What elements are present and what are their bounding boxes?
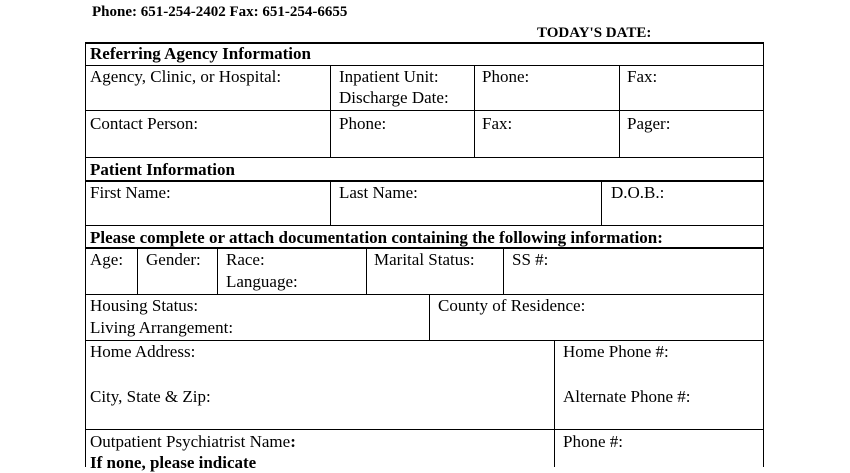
home-phone-field[interactable] — [555, 341, 763, 429]
dob-label: D.O.B.: — [611, 183, 665, 202]
home-phone-label: Home Phone #: — [563, 342, 669, 361]
alternate-phone-label: Alternate Phone #: — [563, 387, 691, 406]
race-label: Race: — [226, 250, 265, 269]
living-arrangement-label: Living Arrangement: — [90, 318, 234, 337]
pager-label: Pager: — [627, 114, 671, 133]
documentation-section-title: Please complete or attach documentation containing the following information: — [90, 228, 663, 247]
county-label: County of Residence: — [438, 296, 586, 315]
agency-label: Agency, Clinic, or Hospital: — [90, 67, 282, 86]
dob-field[interactable] — [602, 182, 763, 225]
county-field[interactable] — [430, 295, 763, 340]
ss-field[interactable] — [504, 249, 763, 294]
contact-line: Phone: 651-254-2402 Fax: 651-254-6655 — [92, 4, 348, 20]
psychiatrist-field[interactable] — [86, 430, 554, 467]
pager-field[interactable] — [620, 111, 763, 157]
divider — [85, 157, 764, 158]
housing-status-label: Housing Status: — [90, 296, 199, 315]
contact-phone-field[interactable] — [331, 111, 474, 157]
contact-person-field[interactable] — [86, 111, 330, 157]
psychiatrist-phone-label: Phone #: — [563, 432, 623, 451]
patient-section-title: Patient Information — [90, 160, 235, 179]
phone-label: Phone: — [482, 67, 530, 86]
discharge-date-label: Discharge Date: — [339, 88, 449, 107]
fax-field[interactable] — [620, 66, 763, 110]
agency-field[interactable] — [86, 66, 330, 110]
ss-label: SS #: — [512, 250, 549, 269]
contact-phone-label: Phone: — [339, 114, 387, 133]
inpatient-unit-label: Inpatient Unit: — [339, 67, 439, 86]
contact-person-label: Contact Person: — [90, 114, 199, 133]
psychiatrist-phone-field[interactable] — [555, 430, 763, 467]
marital-status-label: Marital Status: — [374, 250, 475, 269]
first-name-field[interactable] — [86, 182, 330, 225]
home-address-field[interactable] — [86, 341, 554, 429]
age-field[interactable] — [86, 249, 137, 294]
last-name-label: Last Name: — [339, 183, 418, 202]
contact-fax-field[interactable] — [475, 111, 619, 157]
last-name-field[interactable] — [331, 182, 601, 225]
psychiatrist-label: Outpatient Psychiatrist Name: — [90, 432, 296, 451]
marital-status-field[interactable] — [367, 249, 503, 294]
age-label: Age: — [90, 250, 124, 269]
inpatient-unit-field[interactable] — [331, 66, 474, 110]
contact-fax-label: Fax: — [482, 114, 513, 133]
first-name-label: First Name: — [90, 183, 171, 202]
form-right-border — [763, 42, 764, 467]
gender-field[interactable] — [138, 249, 217, 294]
gender-label: Gender: — [146, 250, 201, 269]
race-language-field[interactable] — [218, 249, 366, 294]
divider — [85, 225, 764, 226]
language-label: Language: — [226, 272, 298, 291]
if-none-label: If none, please indicate — [90, 453, 257, 472]
referring-section-title: Referring Agency Information — [90, 44, 311, 63]
todays-date-label: TODAY'S DATE: — [537, 25, 652, 41]
city-state-zip-label: City, State & Zip: — [90, 387, 211, 406]
phone-field[interactable] — [475, 66, 619, 110]
fax-label: Fax: — [627, 67, 658, 86]
housing-field[interactable] — [86, 295, 429, 340]
home-address-label: Home Address: — [90, 342, 196, 361]
